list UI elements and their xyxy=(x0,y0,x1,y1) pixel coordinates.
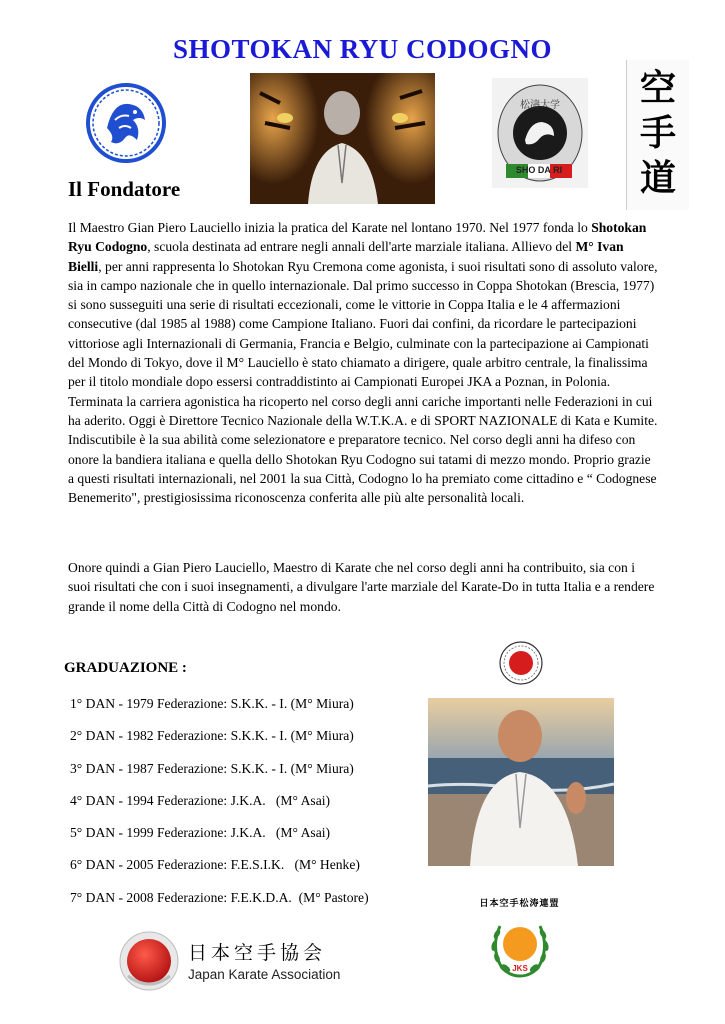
page-title: SHOTOKAN RYU CODOGNO xyxy=(172,34,553,64)
list-item: 2° DAN - 1982 Federazione: S.K.K. - I. (M° Miura) xyxy=(70,728,354,744)
list-item: 7° DAN - 2008 Federazione: F.E.K.D.A. (M° Pastore) xyxy=(70,889,369,905)
jks-kanji: 日本空手松涛連盟 xyxy=(479,899,560,909)
dan-grade-list xyxy=(70,694,369,920)
karate-do-calligraphy xyxy=(626,60,689,210)
bio-text-3: , per anni rappresenta lo Shotokan Ryu Cremona come agonista, i suoi risultati sono di assoluto valore, sia in campo nazionale che in quello internazionale. Dal primo successo in Coppa Shotokan (Brescia, 1977) si sono susseguiti una serie di risultati eccezionali, come le vittorie in Coppa Italia e le 4 affermazioni consecutive (dal 1985 al 1988) come Campione Italiano. Fuori dai confini, da ricordare le partecipazioni vittoriose agli Internazionali di Germania, Francia e Belgio, culminate con la partecipazione ai Campionati del Mondo di Tokyo, dove il M° Lauciello è stato chiamato a dirigere, quale arbitro centrale, la finalissima per il titolo mondiale dopo essersi contraddistinto ai Campionati Europei JKA a Poznan, in Polonia. Terminata la carriera agonistica ha ricoperto nel corso degli anni cariche importanti nelle Federazioni in cui ha aderito. Oggi è Direttore Tecnico Nazionale della W.T.K.A. e di SPORT NAZIONALE di Kata e Kumite. Indiscutibile è la sua abilità come selezionatore e preparatore tecnico. Nel corso degli anni ha difeso con onore la bandiera italiana e quella dello Shotokan Ryu Codogno sui tatami di mezzo mondo. Proprio grazie a questi risultati internazionali, nel 2001 la sua Città, Codogno lo ha premiato come cittadino e “ Codognese Benemerito", prestigiosissima riconoscenza conferita alle più alte personalità locali. xyxy=(68,258,658,506)
list-item: 5° DAN - 1999 Federazione: J.K.A. (M° Asai) xyxy=(70,825,331,841)
section-heading-fondatore: Il Fondatore xyxy=(68,177,181,201)
kanji-te: 手 xyxy=(639,112,676,154)
bio-master-name: M° Ivan Bielli xyxy=(68,239,624,274)
list-item: 4° DAN - 1994 Federazione: J.K.A. (M° Asai) xyxy=(70,792,331,808)
section-heading-graduazione: GRADUAZIONE : xyxy=(64,660,187,676)
school-badge-logo xyxy=(492,78,588,188)
list-item: 1° DAN - 1979 Federazione: S.K.K. - I. (M° Miura) xyxy=(70,696,354,711)
founder-tiger-photo xyxy=(250,73,435,204)
jka-red-seal xyxy=(498,640,544,686)
school-badge-text: SHO DA RI xyxy=(515,165,563,175)
jka-logo-text xyxy=(188,938,340,982)
kanji-kara: 空 xyxy=(639,67,676,109)
jks-laurel-logo xyxy=(486,914,554,980)
bio-text-2: , scuola destinata ad entrare negli annali dell'arte marziale italiana. Allievo del xyxy=(147,239,576,255)
bio-text-1: Il Maestro Gian Piero Lauciello inizia la pratica del Karate nel lontano 1970. Nel 1977 fonda lo xyxy=(68,220,592,235)
jka-kanji: 日本空手協会 xyxy=(188,942,327,964)
jka-english-name: Japan Karate Association xyxy=(188,967,341,982)
jks-label: JKS xyxy=(512,964,528,973)
kanji-do: 道 xyxy=(639,157,676,199)
bio-school-name: Shotokan Ryu Codogno xyxy=(68,220,647,255)
list-item: 3° DAN - 1987 Federazione: S.K.K. - I. (M° Miura) xyxy=(70,760,354,776)
list-item: 6° DAN - 2005 Federazione: F.E.S.I.K. (M° Henke) xyxy=(70,857,360,873)
founder-beach-photo xyxy=(428,698,614,866)
founder-biography xyxy=(68,218,658,507)
jka-logo-emblem xyxy=(118,930,180,992)
founder-tribute: Onore quindi a Gian Piero Lauciello, Maestro di Karate che nel corso degli anni ha contribuito, sia con i suoi risultati che con i suoi insegnamenti, a divulgare l'arte marziale del Karate-Do in tutta Italia e a rendere grande il nome della Città di Codogno nel mondo. xyxy=(68,560,655,614)
svg-text:松濤大学: 松濤大学 xyxy=(520,100,560,111)
shotokan-tiger-logo xyxy=(85,80,167,166)
